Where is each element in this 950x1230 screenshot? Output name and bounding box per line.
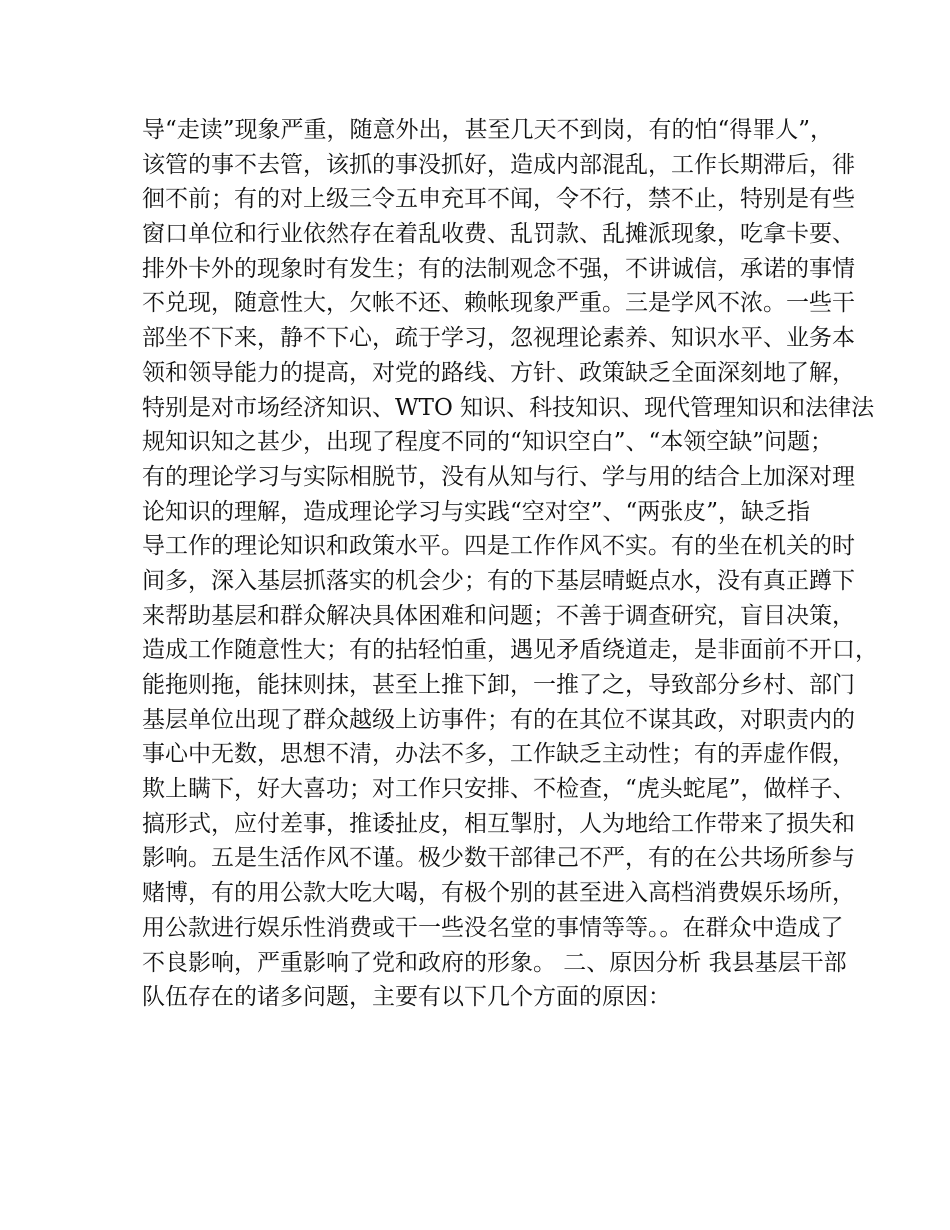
text-line: 有的理论学习与实际相脱节，没有从知与行、学与用的结合上加深对理	[142, 463, 855, 490]
text-line: 领和领导能力的提高，对党的路线、方针、政策缺乏全面深刻地了解，	[142, 359, 855, 386]
text-line: 不兑现，随意性大，欠帐不还、赖帐现象严重。三是学风不浓。一些干	[142, 290, 855, 317]
text-line: 欺上瞒下，好大喜功；对工作只安排、不检查，“虎头蛇尾”，做样子、	[142, 776, 856, 803]
text-line: 搞形式，应付差事，推诿扯皮，相互掣肘，人为地给工作带来了损失和	[142, 810, 855, 837]
text-line: 间多，深入基层抓落实的机会少；有的下基层晴蜓点水，没有真正蹲下	[142, 567, 855, 594]
text-line: 论知识的理解，造成理论学习与实践“空对空”、“两张皮”，缺乏指	[142, 498, 811, 525]
text-line: 队伍存在的诸多问题，主要有以下几个方面的原因：	[142, 984, 671, 1011]
text-line: 导“走读”现象严重，随意外出，甚至几天不到岗，有的怕“得罪人”，	[142, 117, 834, 143]
text-line: 事心中无数，思想不清，办法不多，工作缺乏主动性；有的弄虚作假，	[142, 741, 855, 768]
text-line: 影响。五是生活作风不谨。极少数干部律己不严，有的在公共场所参与	[142, 845, 855, 872]
text-line: 部坐不下来，静不下心，疏于学习，忽视理论素养、知识水平、业务本	[142, 325, 855, 352]
text-line: 排外卡外的现象时有发生；有的法制观念不强，不讲诚信，承诺的事情	[142, 255, 855, 282]
text-line: 不良影响，严重影响了党和政府的形象。 二、原因分析 我县基层干部	[142, 949, 847, 976]
text-line: 来帮助基层和群众解决具体困难和问题；不善于调查研究，盲目决策，	[142, 602, 855, 629]
text-line: 基层单位出现了群众越级上访事件；有的在其位不谋其政，对职责内的	[142, 706, 855, 733]
text-line: 用公款进行娱乐性消费或干一些没名堂的事情等等。。在群众中造成了	[142, 914, 844, 941]
text-line: 窗口单位和行业依然存在着乱收费、乱罚款、乱摊派现象，吃拿卡要、	[142, 221, 855, 248]
text-line: 规知识知之甚少，出现了程度不同的“知识空白”、“本领空缺”问题；	[142, 429, 834, 456]
text-line: 该管的事不去管，该抓的事没抓好，造成内部混乱，工作长期滞后，徘	[142, 151, 855, 178]
text-line: 能拖则拖，能抹则抹，甚至上推下卸，一推了之，导致部分乡村、部门	[142, 672, 855, 698]
text-line: 造成工作随意性大；有的拈轻怕重，遇见矛盾绕道走，是非面前不开口，	[142, 637, 878, 664]
text-line: 赌博，有的用公款大吃大喝，有极个别的甚至进入高档消费娱乐场所，	[142, 880, 855, 907]
text-line: 徊不前；有的对上级三令五申充耳不闻，令不行，禁不止，特别是有些	[142, 186, 855, 213]
text-line: 特别是对市场经济知识、WTO 知识、科技知识、现代管理知识和法律法	[142, 394, 875, 421]
body-text	[142, 113, 878, 1015]
text-line: 导工作的理论知识和政策水平。四是工作作风不实。有的坐在机关的时	[142, 533, 855, 560]
